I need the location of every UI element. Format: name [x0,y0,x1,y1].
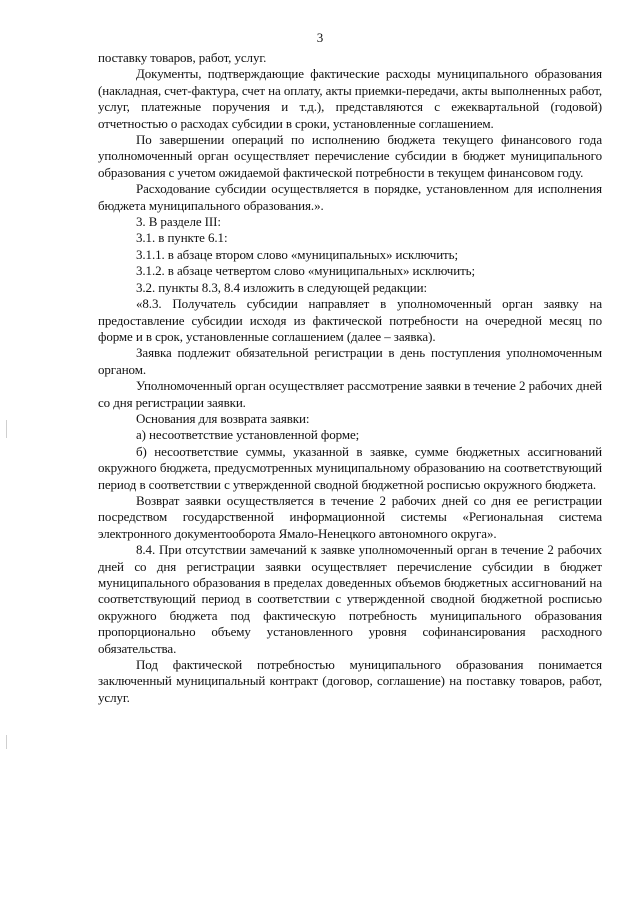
list-item: 3.2. пункты 8.3, 8.4 изложить в следующей редакции: [136,279,428,295]
section-heading: 3. В разделе III: [136,214,221,230]
paragraph: Расходование субсидии осуществляется в порядке, установленном для исполнения бюджета муниципального образования.». [98,181,602,213]
paragraph: поставку товаров, работ, услуг. [98,50,267,65]
list-item: 3.1. в пункте 6.1: [136,230,228,246]
list-item: 3.1.2. в абзаце четвертом слово «муниципальных» исключить; [136,263,476,279]
paragraph: Основания для возврата заявки: [136,410,310,426]
paragraph: По завершении операций по исполнению бюджета текущего финансового года уполномоченный орган осуществляет перечисление субсидии в бюджет муниципального образования с учетом ожидаемой фактической потребности в текущем финансовом году. [98,132,602,180]
scan-edge-mark [6,420,7,438]
document-body [98,50,602,706]
paragraph: Возврат заявки осуществляется в течение 2 рабочих дней со дня ее регистрации посредством государственной информационной системы «Региональная система электронного документооборота Ямало-Ненецкого автономного округа». [98,492,602,541]
list-item: б) несоответствие суммы, указанной в заявке, сумме бюджетных ассигнований окружного бюджета, предусмотренных муниципальному образованию на соответствующий период в соответствии с утвержденной сводной бюджетной росписью окружного бюджета. [98,443,602,492]
list-item: а) несоответствие установленной форме; [136,427,360,443]
paragraph: Документы, подтверждающие фактические расходы муниципального образования (накладная, счет-фактура, счет на оплату, акты приемки-передачи, акты выполненных работ, услуг, платежные поручения и т.д.), представляются с ежеквартальной (годовой) отчетностью о расходах субсидии в сроки, установленные соглашением. [98,66,602,131]
paragraph: «8.3. Получатель субсидии направляет в уполномоченный орган заявку на предоставление субсидии исходя из фактической потребности на очередной месяц по форме и в срок, установленные соглашением (далее – заявка). [98,296,602,344]
list-item: 3.1.1. в абзаце втором слово «муниципальных» исключить; [136,246,458,262]
paragraph: 8.4. При отсутствии замечаний к заявке уполномоченный орган в течение 2 рабочих дней со дня регистрации заявки осуществляет перечисление субсидии в бюджет муниципального образования в пределах доведенных объемов бюджетных ассигнований на соответствующий период в соответствии с утвержденной сводной бюджетной росписью окружного бюджета под фактическую потребность муниципального образования пропорционально объему установленного уровня софинансирования расходного обязательства. [98,542,602,656]
paragraph: Уполномоченный орган осуществляет рассмотрение заявки в течение 2 рабочих дней со дня регистрации заявки. [98,378,602,410]
paragraph: Заявка подлежит обязательной регистрации в день поступления уполномоченным органом. [98,345,602,377]
paragraph: Под фактической потребностью муниципального образования понимается заключенный муниципальный контракт (договор, соглашение) на поставку товаров, работ, услуг. [98,657,602,705]
page-number: 3 [316,30,324,45]
scan-edge-mark [6,735,7,749]
